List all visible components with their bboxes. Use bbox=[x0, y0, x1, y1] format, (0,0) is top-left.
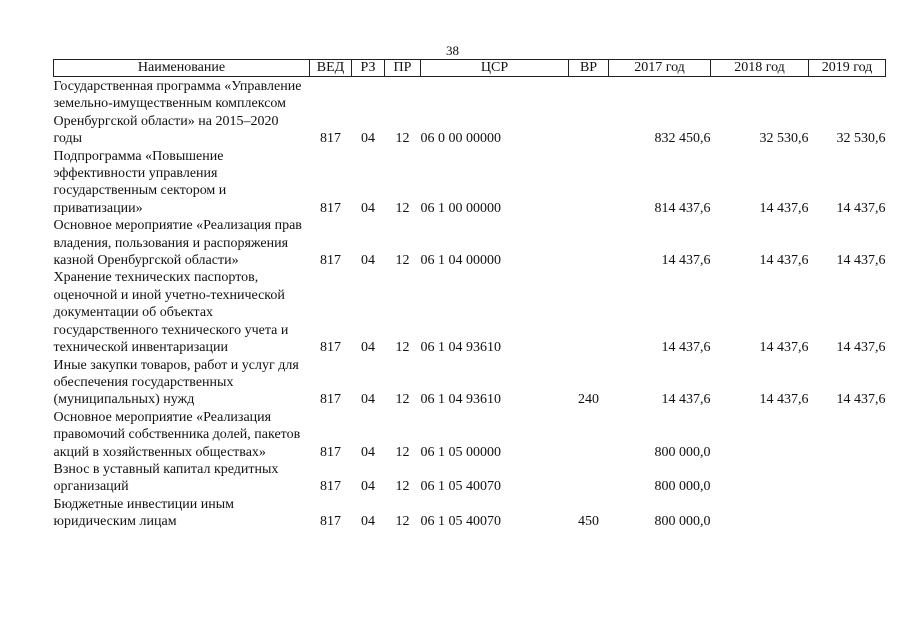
row-2019 bbox=[809, 496, 886, 531]
row-2017: 832 450,6 bbox=[654, 131, 711, 147]
row-2018 bbox=[711, 496, 809, 531]
row-vr bbox=[569, 217, 609, 269]
row-pr: 12 bbox=[395, 479, 410, 495]
row-rz: 04 bbox=[361, 392, 375, 408]
header-row bbox=[54, 60, 886, 77]
row-ved: 817 bbox=[320, 514, 341, 530]
row-vr bbox=[569, 269, 609, 356]
header-rz: РЗ bbox=[352, 60, 385, 77]
row-rz: 04 bbox=[361, 444, 375, 460]
row-name: Государственная программа «Управление земельно-имущественным комплексом Оренбургской области» на 2015–2020 годы bbox=[53, 79, 302, 147]
header-vr: ВР bbox=[569, 60, 609, 77]
row-2018 bbox=[711, 409, 809, 461]
row-ved: 817 bbox=[320, 340, 341, 356]
row-2019: 14 437,6 bbox=[836, 340, 886, 356]
row-rz: 04 bbox=[361, 253, 375, 269]
row-2019: 14 437,6 bbox=[836, 200, 886, 216]
row-ved: 817 bbox=[320, 131, 341, 147]
row-name: Хранение технических паспортов, оценочной и иной учетно-технической документации об объектах государственного технического учета и технической инвентаризации bbox=[53, 270, 289, 356]
row-2017: 814 437,6 bbox=[654, 200, 711, 216]
row-pr: 12 bbox=[395, 340, 410, 356]
row-rz: 04 bbox=[361, 514, 375, 530]
row-2018: 14 437,6 bbox=[759, 253, 809, 269]
row-2019 bbox=[809, 409, 886, 461]
row-csr: 06 1 00 00000 bbox=[420, 200, 501, 216]
row-ved: 817 bbox=[320, 479, 341, 495]
row-vr bbox=[569, 461, 609, 496]
row-name: Основное мероприятие «Реализация правомочий собственника долей, пакетов акций в хозяйственных обществах» bbox=[53, 409, 301, 460]
row-ved: 817 bbox=[320, 200, 341, 216]
row-vr bbox=[569, 409, 609, 461]
row-vr: 240 bbox=[578, 392, 599, 408]
row-csr: 06 1 05 00000 bbox=[420, 444, 501, 460]
row-csr: 06 0 00 00000 bbox=[420, 131, 501, 147]
table-row bbox=[54, 357, 886, 409]
budget-table bbox=[53, 59, 886, 531]
row-rz: 04 bbox=[361, 131, 375, 147]
row-2018: 14 437,6 bbox=[759, 200, 809, 216]
header-csr: ЦСР bbox=[421, 60, 569, 77]
row-pr: 12 bbox=[395, 514, 410, 530]
row-2018: 32 530,6 bbox=[759, 131, 809, 147]
table-row bbox=[54, 496, 886, 531]
row-name: Основное мероприятие «Реализация прав владения, пользования и распоряжения казной Оренбургской области» bbox=[53, 218, 302, 269]
row-2018 bbox=[711, 461, 809, 496]
row-2018: 14 437,6 bbox=[759, 340, 809, 356]
table-row bbox=[54, 461, 886, 496]
table-row bbox=[54, 269, 886, 356]
row-csr: 06 1 05 40070 bbox=[420, 479, 501, 495]
header-pr: ПР bbox=[385, 60, 421, 77]
row-csr: 06 1 04 93610 bbox=[420, 392, 501, 408]
page-number: 38 bbox=[446, 43, 459, 58]
row-pr: 12 bbox=[395, 131, 410, 147]
row-csr: 06 1 04 93610 bbox=[420, 340, 501, 356]
table-row bbox=[54, 148, 886, 218]
row-pr: 12 bbox=[395, 392, 410, 408]
row-2019: 14 437,6 bbox=[836, 253, 886, 269]
row-2017: 14 437,6 bbox=[661, 253, 711, 269]
row-pr: 12 bbox=[395, 444, 410, 460]
header-ved: ВЕД bbox=[310, 60, 352, 77]
row-vr bbox=[569, 148, 609, 218]
table-row bbox=[54, 409, 886, 461]
header-2018: 2018 год bbox=[711, 60, 809, 77]
row-rz: 04 bbox=[361, 200, 375, 216]
row-vr bbox=[569, 77, 609, 148]
row-ved: 817 bbox=[320, 253, 341, 269]
row-rz: 04 bbox=[361, 340, 375, 356]
row-2017: 14 437,6 bbox=[661, 340, 711, 356]
table-row bbox=[54, 217, 886, 269]
row-ved: 817 bbox=[320, 444, 341, 460]
row-2019: 32 530,6 bbox=[836, 131, 886, 147]
row-2017: 14 437,6 bbox=[661, 392, 711, 408]
row-2017: 800 000,0 bbox=[654, 514, 711, 530]
row-csr: 06 1 05 40070 bbox=[420, 514, 501, 530]
row-2017: 800 000,0 bbox=[654, 479, 711, 495]
header-2017: 2017 год bbox=[609, 60, 711, 77]
table-row bbox=[54, 77, 886, 148]
row-ved: 817 bbox=[320, 392, 341, 408]
row-name: Бюджетные инвестиции иным юридическим лицам bbox=[53, 496, 234, 530]
header-name: Наименование bbox=[54, 60, 310, 77]
row-csr: 06 1 04 00000 bbox=[420, 253, 501, 269]
row-pr: 12 bbox=[395, 253, 410, 269]
row-rz: 04 bbox=[361, 479, 375, 495]
row-name: Иные закупки товаров, работ и услуг для обеспечения государственных (муниципальных) нужд bbox=[53, 357, 299, 408]
row-name: Взнос в уставный капитал кредитных организаций bbox=[53, 461, 279, 495]
row-2018: 14 437,6 bbox=[759, 392, 809, 408]
row-vr: 450 bbox=[578, 514, 599, 530]
row-2017: 800 000,0 bbox=[654, 444, 711, 460]
header-2019: 2019 год bbox=[809, 60, 886, 77]
row-2019 bbox=[809, 461, 886, 496]
row-name: Подпрограмма «Повышение эффективности управления государственным сектором и приватизации» bbox=[53, 148, 227, 216]
row-pr: 12 bbox=[395, 200, 410, 216]
row-2019: 14 437,6 bbox=[836, 392, 886, 408]
